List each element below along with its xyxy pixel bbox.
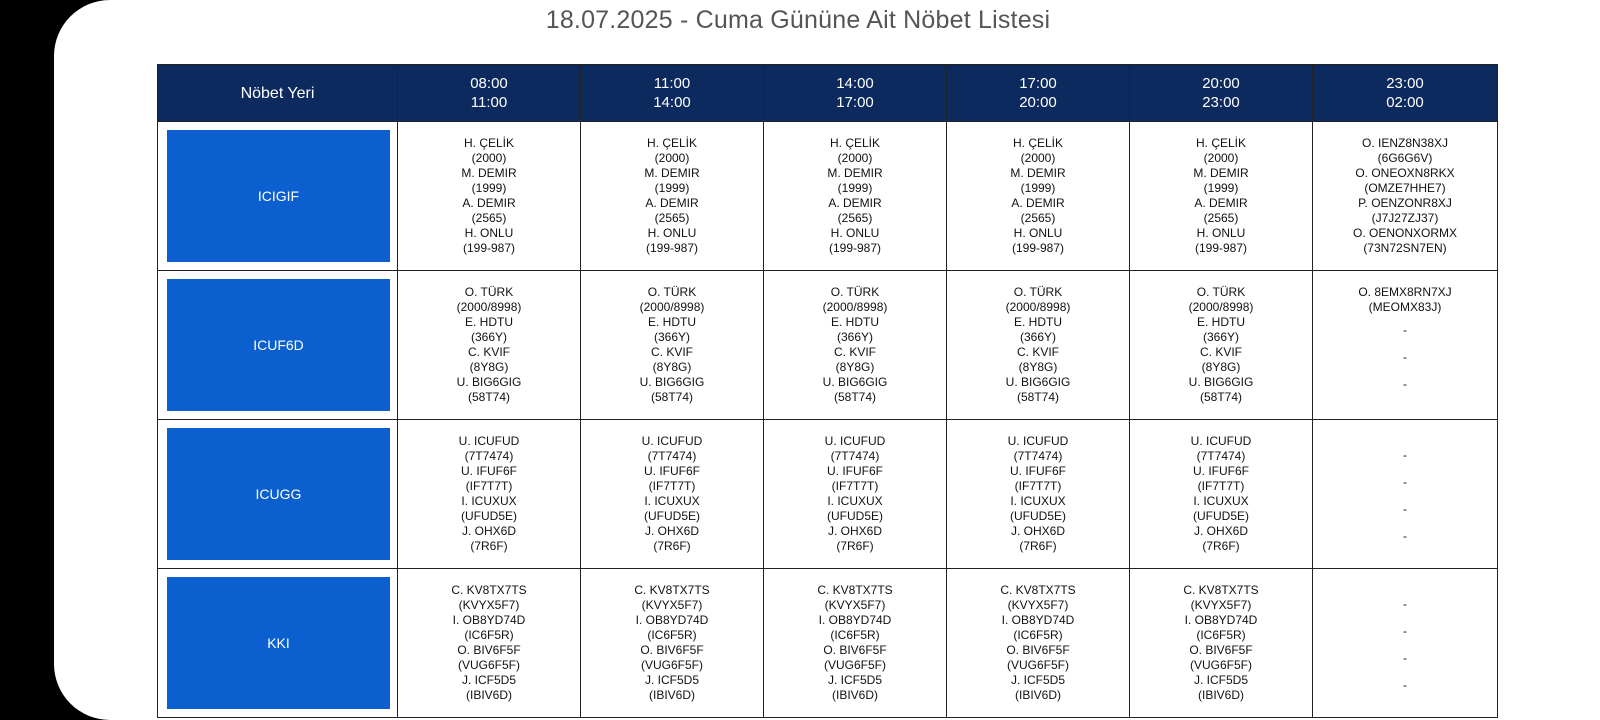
- staff-name: I. ICUXUX: [1010, 494, 1066, 508]
- empty-slot-dash: -: [1403, 529, 1407, 543]
- place-label[interactable]: ICUGG: [167, 428, 390, 560]
- empty-slot-dash: -: [1403, 350, 1407, 364]
- staff-code: (199-987): [1194, 241, 1248, 255]
- staff-code: (2565): [1203, 211, 1239, 225]
- shift-entries: [1313, 569, 1497, 699]
- staff-code: (1999): [837, 181, 873, 195]
- shift-entries: [398, 569, 580, 703]
- staff-name: P. OENZONR8XJ: [1358, 196, 1452, 210]
- staff-code: (366Y): [1202, 330, 1240, 344]
- empty-slot-dash: -: [1403, 475, 1407, 489]
- time-start: 11:00: [653, 75, 691, 92]
- staff-code: (IC6F5R): [647, 628, 697, 642]
- time-end: 17:00: [836, 94, 874, 111]
- staff-code: (7R6F): [1019, 539, 1057, 553]
- staff-name: C. KV8TX7TS: [634, 583, 710, 597]
- empty-slot-dash: -: [1403, 678, 1407, 692]
- staff-code: (2000/8998): [1005, 300, 1071, 314]
- staff-code: (2565): [654, 211, 690, 225]
- shift-entries: [764, 569, 946, 703]
- staff-name: I. OB8YD74D: [635, 613, 709, 627]
- staff-name: U. BIG6GIG: [456, 375, 522, 389]
- shift-entries: [581, 569, 763, 703]
- shift-entries: [1313, 420, 1497, 550]
- staff-code: (KVYX5F7): [824, 598, 886, 612]
- time-start: 23:00: [1386, 75, 1424, 92]
- shift-entries: [1130, 420, 1312, 554]
- staff-code: (58T74): [467, 390, 511, 404]
- staff-name: O. IENZ8N38XJ: [1361, 136, 1449, 150]
- staff-name: O. ONEOXN8RKX: [1355, 166, 1455, 180]
- staff-code: (IF7T7T): [1197, 479, 1245, 493]
- staff-code: (UFUD5E): [1010, 509, 1066, 523]
- shift-entries: [581, 420, 763, 554]
- staff-code: (VUG6F5F): [640, 658, 703, 672]
- staff-code: (IC6F5R): [464, 628, 514, 642]
- empty-slots: [1313, 569, 1497, 699]
- staff-name: M. DEMIR: [1010, 166, 1066, 180]
- shift-cell: [581, 420, 764, 569]
- staff-name: C. KV8TX7TS: [817, 583, 893, 597]
- staff-name: J. ICF5D5: [1193, 673, 1248, 687]
- shift-entries: [398, 122, 580, 256]
- staff-code: (58T74): [1016, 390, 1060, 404]
- staff-code: (IC6F5R): [830, 628, 880, 642]
- shift-cell: [764, 122, 947, 271]
- time-end: 14:00: [653, 94, 691, 111]
- shift-cell: [1130, 122, 1313, 271]
- place-cell: [158, 271, 398, 420]
- staff-code: (UFUD5E): [461, 509, 517, 523]
- staff-name: H. ÇELİK: [1195, 136, 1246, 150]
- staff-name: U. BIG6GIG: [1188, 375, 1254, 389]
- staff-name: O. TÜRK: [1013, 285, 1063, 299]
- staff-name: E. HDTU: [1197, 315, 1245, 329]
- empty-slots: [1313, 420, 1497, 550]
- staff-code: (6G6G6V): [1377, 151, 1433, 165]
- staff-name: C. KVIF: [833, 345, 876, 359]
- staff-name: J. ICF5D5: [461, 673, 516, 687]
- shift-cell: [1313, 271, 1498, 420]
- staff-name: O. BIV6F5F: [1006, 643, 1070, 657]
- shift-entries: [764, 420, 946, 554]
- staff-code: (2000): [837, 151, 873, 165]
- empty-slot-dash: -: [1403, 651, 1407, 665]
- staff-code: (2000): [654, 151, 690, 165]
- staff-name: M. DEMIR: [827, 166, 883, 180]
- shift-cell: [398, 122, 581, 271]
- staff-name: M. DEMIR: [461, 166, 517, 180]
- shift-entries: [764, 122, 946, 256]
- shift-cell: [947, 122, 1130, 271]
- place-cell: [158, 122, 398, 271]
- staff-code: (2565): [1020, 211, 1056, 225]
- time-start: 17:00: [1019, 75, 1057, 92]
- column-header-time: [947, 65, 1130, 122]
- table-row: [158, 271, 1498, 420]
- empty-slot-dash: -: [1403, 377, 1407, 391]
- place-label[interactable]: ICIGIF: [167, 130, 390, 262]
- staff-code: (2565): [837, 211, 873, 225]
- shift-entries: [1130, 271, 1312, 405]
- staff-code: (IBIV6D): [648, 688, 695, 702]
- staff-code: (366Y): [470, 330, 508, 344]
- staff-name: E. HDTU: [465, 315, 513, 329]
- staff-code: (8Y8G): [1018, 360, 1058, 374]
- shift-entries: [1313, 122, 1497, 256]
- staff-code: (VUG6F5F): [1006, 658, 1069, 672]
- staff-code: (2000): [1020, 151, 1056, 165]
- staff-code: (366Y): [653, 330, 691, 344]
- shift-entries: [947, 271, 1129, 405]
- shift-cell: [1313, 420, 1498, 569]
- staff-code: (8Y8G): [652, 360, 692, 374]
- staff-name: A. DEMIR: [828, 196, 882, 210]
- staff-code: (IBIV6D): [1197, 688, 1244, 702]
- staff-name: J. OHX6D: [827, 524, 882, 538]
- staff-name: U. BIG6GIG: [1005, 375, 1071, 389]
- staff-name: U. IFUF6F: [827, 464, 883, 478]
- staff-code: (2565): [471, 211, 507, 225]
- shift-cell: [1130, 271, 1313, 420]
- staff-name: I. ICUXUX: [1193, 494, 1249, 508]
- staff-code: (199-987): [1011, 241, 1065, 255]
- staff-name: U. ICUFUD: [641, 434, 703, 448]
- staff-name: J. OHX6D: [1010, 524, 1065, 538]
- staff-code: (IF7T7T): [1014, 479, 1062, 493]
- staff-name: A. DEMIR: [462, 196, 516, 210]
- shift-cell: [1313, 569, 1498, 718]
- staff-name: C. KVIF: [1199, 345, 1242, 359]
- staff-code: (2000): [1203, 151, 1239, 165]
- shift-cell: [764, 271, 947, 420]
- staff-code: (IF7T7T): [465, 479, 513, 493]
- staff-name: U. IFUF6F: [1010, 464, 1066, 478]
- staff-code: (IBIV6D): [1014, 688, 1061, 702]
- staff-name: U. ICUFUD: [1007, 434, 1069, 448]
- staff-name: M. DEMIR: [1193, 166, 1249, 180]
- staff-code: (7T7474): [1013, 449, 1063, 463]
- staff-code: (2000/8998): [639, 300, 705, 314]
- shift-entries: [1130, 569, 1312, 703]
- staff-code: (OMZE7HHE7): [1364, 181, 1446, 195]
- shift-entries: [398, 271, 580, 405]
- shift-entries: [581, 122, 763, 256]
- column-header-time: [764, 65, 947, 122]
- shift-cell: [581, 271, 764, 420]
- staff-name: H. ÇELİK: [1012, 136, 1063, 150]
- staff-name: H. ÇELİK: [829, 136, 880, 150]
- staff-name: A. DEMIR: [1011, 196, 1065, 210]
- shift-entries: [947, 122, 1129, 256]
- staff-name: U. ICUFUD: [824, 434, 886, 448]
- staff-name: O. BIV6F5F: [823, 643, 887, 657]
- staff-name: O. OENONXORMX: [1352, 226, 1457, 240]
- staff-name: C. KVIF: [467, 345, 510, 359]
- shift-entries: [947, 420, 1129, 554]
- time-start: 20:00: [1202, 75, 1240, 92]
- staff-code: (7R6F): [836, 539, 874, 553]
- staff-code: (IF7T7T): [831, 479, 879, 493]
- staff-name: U. IFUF6F: [461, 464, 517, 478]
- staff-name: H. ONLU: [1013, 226, 1063, 240]
- time-start: 14:00: [836, 75, 874, 92]
- staff-code: (7T7474): [1196, 449, 1246, 463]
- staff-name: O. BIV6F5F: [1189, 643, 1253, 657]
- staff-code: (KVYX5F7): [1190, 598, 1252, 612]
- shift-entries: [764, 271, 946, 405]
- duty-table: [157, 64, 1498, 718]
- staff-name: O. 8EMX8RN7XJ: [1358, 285, 1452, 299]
- staff-code: (2000/8998): [456, 300, 522, 314]
- staff-name: U. ICUFUD: [458, 434, 520, 448]
- shift-cell: [398, 271, 581, 420]
- empty-slot-dash: -: [1403, 624, 1407, 638]
- staff-code: (1999): [1203, 181, 1239, 195]
- empty-slot-dash: -: [1403, 448, 1407, 462]
- staff-code: (IC6F5R): [1196, 628, 1246, 642]
- shift-entries: [947, 569, 1129, 703]
- staff-code: (199-987): [828, 241, 882, 255]
- staff-name: M. DEMIR: [644, 166, 700, 180]
- shift-cell: [947, 569, 1130, 718]
- staff-code: (VUG6F5F): [823, 658, 886, 672]
- staff-code: (73N72SN7EN): [1363, 241, 1447, 255]
- table-header-row: [158, 65, 1498, 122]
- shift-cell: [398, 420, 581, 569]
- staff-name: C. KVIF: [1016, 345, 1059, 359]
- staff-name: A. DEMIR: [1194, 196, 1248, 210]
- time-end: 23:00: [1202, 94, 1240, 111]
- staff-name: J. ICF5D5: [1010, 673, 1065, 687]
- shift-cell: [764, 569, 947, 718]
- time-end: 20:00: [1019, 94, 1057, 111]
- staff-code: (7R6F): [653, 539, 691, 553]
- shift-cell: [1130, 420, 1313, 569]
- staff-name: C. KV8TX7TS: [451, 583, 527, 597]
- staff-name: C. KV8TX7TS: [1183, 583, 1259, 597]
- shift-entries: [1313, 271, 1497, 398]
- staff-name: E. HDTU: [648, 315, 696, 329]
- staff-name: H. ONLU: [647, 226, 697, 240]
- staff-code: (366Y): [1019, 330, 1057, 344]
- table-row: [158, 122, 1498, 271]
- staff-name: J. OHX6D: [644, 524, 699, 538]
- staff-code: (8Y8G): [469, 360, 509, 374]
- staff-name: I. OB8YD74D: [818, 613, 892, 627]
- staff-name: H. ÇELİK: [646, 136, 697, 150]
- shift-entries: [1130, 122, 1312, 256]
- staff-name: E. HDTU: [831, 315, 879, 329]
- empty-slot-dash: -: [1403, 502, 1407, 516]
- staff-name: C. KV8TX7TS: [1000, 583, 1076, 597]
- shift-cell: [581, 122, 764, 271]
- staff-name: H. ÇELİK: [463, 136, 514, 150]
- staff-name: U. BIG6GIG: [822, 375, 888, 389]
- shift-cell: [581, 569, 764, 718]
- staff-code: (KVYX5F7): [458, 598, 520, 612]
- staff-code: (199-987): [462, 241, 516, 255]
- column-header-place: Nöbet Yeri: [158, 65, 398, 122]
- staff-code: (366Y): [836, 330, 874, 344]
- staff-code: (2000): [471, 151, 507, 165]
- staff-name: I. ICUXUX: [644, 494, 700, 508]
- staff-code: (1999): [654, 181, 690, 195]
- staff-code: (2000/8998): [1188, 300, 1254, 314]
- staff-code: (VUG6F5F): [1189, 658, 1252, 672]
- staff-name: E. HDTU: [1014, 315, 1062, 329]
- staff-code: (KVYX5F7): [1007, 598, 1069, 612]
- staff-name: C. KVIF: [650, 345, 693, 359]
- staff-name: I. ICUXUX: [827, 494, 883, 508]
- staff-name: H. ONLU: [1196, 226, 1246, 240]
- staff-name: I. OB8YD74D: [1184, 613, 1258, 627]
- staff-code: (7T7474): [830, 449, 880, 463]
- staff-name: H. ONLU: [464, 226, 514, 240]
- time-start: 08:00: [470, 75, 508, 92]
- time-end: 02:00: [1386, 94, 1424, 111]
- table-row: [158, 569, 1498, 718]
- staff-name: O. TÜRK: [647, 285, 697, 299]
- empty-slot-dash: -: [1403, 323, 1407, 337]
- staff-code: (IC6F5R): [1013, 628, 1063, 642]
- shift-cell: [764, 420, 947, 569]
- staff-name: H. ONLU: [830, 226, 880, 240]
- staff-code: (MEOMX83J): [1368, 300, 1442, 314]
- column-header-time: [1130, 65, 1313, 122]
- empty-slot-dash: -: [1403, 597, 1407, 611]
- staff-code: (7T7474): [464, 449, 514, 463]
- staff-name: O. BIV6F5F: [640, 643, 704, 657]
- staff-name: I. OB8YD74D: [452, 613, 526, 627]
- shift-cell: [947, 271, 1130, 420]
- staff-code: (UFUD5E): [644, 509, 700, 523]
- staff-code: (7T7474): [647, 449, 697, 463]
- staff-name: O. TÜRK: [464, 285, 514, 299]
- staff-code: (IBIV6D): [465, 688, 512, 702]
- staff-name: U. IFUF6F: [644, 464, 700, 478]
- shift-cell: [1313, 122, 1498, 271]
- shift-entries: [581, 271, 763, 405]
- page-title: 18.07.2025 - Cuma Gününe Ait Nöbet Listesi: [545, 6, 1051, 34]
- staff-name: O. TÜRK: [1196, 285, 1246, 299]
- staff-code: (UFUD5E): [1193, 509, 1249, 523]
- staff-code: (2000/8998): [822, 300, 888, 314]
- shift-cell: [398, 569, 581, 718]
- staff-code: (58T74): [833, 390, 877, 404]
- staff-code: (58T74): [650, 390, 694, 404]
- staff-name: I. OB8YD74D: [1001, 613, 1075, 627]
- staff-code: (1999): [471, 181, 507, 195]
- staff-name: J. OHX6D: [461, 524, 516, 538]
- staff-name: I. ICUXUX: [461, 494, 517, 508]
- shift-cell: [1130, 569, 1313, 718]
- staff-code: (VUG6F5F): [457, 658, 520, 672]
- staff-name: U. IFUF6F: [1193, 464, 1249, 478]
- column-header-time: [398, 65, 581, 122]
- staff-name: O. BIV6F5F: [457, 643, 521, 657]
- staff-name: U. BIG6GIG: [639, 375, 705, 389]
- staff-code: (IBIV6D): [831, 688, 878, 702]
- shift-cell: [947, 420, 1130, 569]
- place-cell: [158, 420, 398, 569]
- staff-code: (J7J27ZJ37): [1371, 211, 1439, 225]
- staff-code: (IF7T7T): [648, 479, 696, 493]
- staff-code: (1999): [1020, 181, 1056, 195]
- place-label[interactable]: ICUF6D: [167, 279, 390, 411]
- staff-code: (UFUD5E): [827, 509, 883, 523]
- staff-name: O. TÜRK: [830, 285, 880, 299]
- staff-code: (7R6F): [470, 539, 508, 553]
- staff-code: (8Y8G): [1201, 360, 1241, 374]
- place-label[interactable]: KKI: [167, 577, 390, 709]
- empty-slots: [1313, 315, 1497, 398]
- time-end: 11:00: [470, 94, 508, 111]
- staff-name: J. OHX6D: [1193, 524, 1248, 538]
- staff-name: J. ICF5D5: [827, 673, 882, 687]
- staff-name: U. ICUFUD: [1190, 434, 1252, 448]
- staff-code: (8Y8G): [835, 360, 875, 374]
- shift-entries: [398, 420, 580, 554]
- staff-code: (199-987): [645, 241, 699, 255]
- staff-code: (KVYX5F7): [641, 598, 703, 612]
- staff-name: J. ICF5D5: [644, 673, 699, 687]
- staff-name: A. DEMIR: [645, 196, 699, 210]
- staff-code: (7R6F): [1202, 539, 1240, 553]
- place-cell: [158, 569, 398, 718]
- column-header-time: [581, 65, 764, 122]
- table-row: [158, 420, 1498, 569]
- staff-code: (58T74): [1199, 390, 1243, 404]
- column-header-time: [1313, 65, 1498, 122]
